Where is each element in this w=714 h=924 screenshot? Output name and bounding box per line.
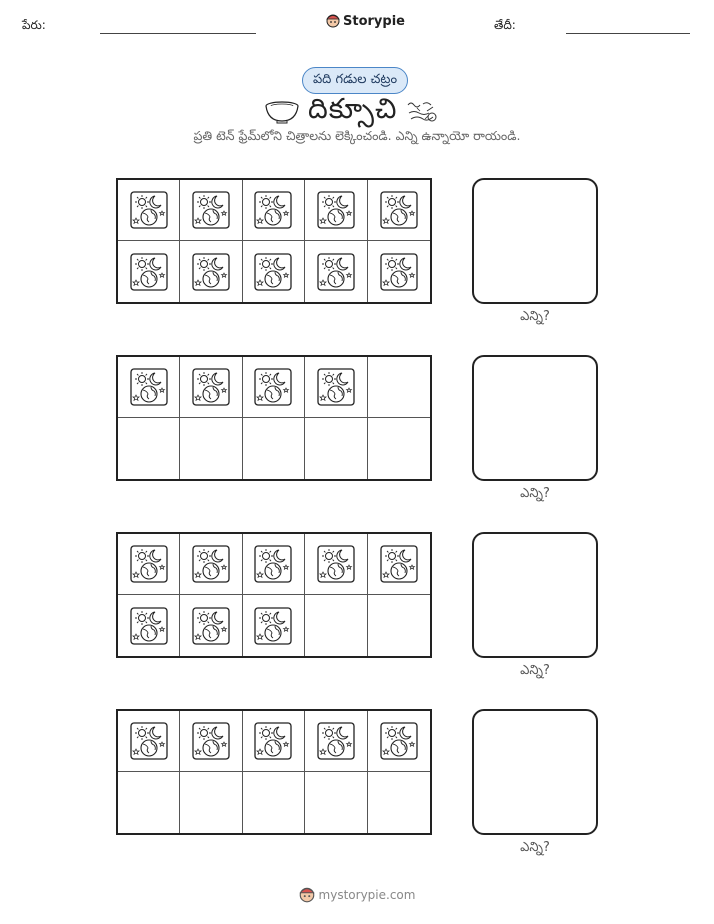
answer-box-4[interactable] (472, 709, 598, 835)
storypie-mascot-icon (299, 886, 315, 904)
ten-frame-cell (305, 418, 367, 479)
date-line[interactable] (566, 33, 690, 34)
sun-moon-earth-icon (130, 253, 168, 291)
title-row (264, 93, 454, 131)
how-many-label: ఎన్ని? (520, 486, 550, 501)
ten-frame-cell (118, 595, 180, 656)
ten-frame-cell (368, 357, 430, 418)
ten-frame-cell (118, 180, 180, 241)
ten-frame-cell (243, 534, 305, 595)
ten-frame-4 (116, 709, 432, 835)
bowl-icon (264, 99, 300, 125)
answer-box-2[interactable] (472, 355, 598, 481)
sun-moon-earth-icon (254, 722, 292, 760)
sun-moon-earth-icon (317, 253, 355, 291)
name-line[interactable] (100, 33, 256, 34)
ten-frame-cell (118, 772, 180, 833)
name-label: పేరు: (22, 18, 46, 32)
sun-moon-earth-icon (380, 722, 418, 760)
ten-frame-cell (368, 418, 430, 479)
sun-moon-earth-icon (192, 545, 230, 583)
sun-moon-earth-icon (192, 722, 230, 760)
sun-moon-earth-icon (317, 722, 355, 760)
sun-moon-earth-icon (192, 253, 230, 291)
sun-moon-earth-icon (192, 368, 230, 406)
sun-moon-earth-icon (317, 191, 355, 229)
ten-frame-cell (368, 772, 430, 833)
ten-frame-cell (305, 534, 367, 595)
ten-frame-cell (118, 241, 180, 302)
answer-box-3[interactable] (472, 532, 598, 658)
sun-moon-earth-icon (317, 545, 355, 583)
sun-moon-earth-icon (254, 545, 292, 583)
sun-moon-earth-icon (254, 191, 292, 229)
ten-frame-cell (368, 180, 430, 241)
ten-frame-cell (180, 418, 242, 479)
sun-moon-earth-icon (130, 722, 168, 760)
compass-doodle-icon (405, 99, 439, 125)
answer-box-1[interactable] (472, 178, 598, 304)
brand-name: Storypie (343, 13, 405, 29)
ten-frame-cell (243, 595, 305, 656)
worksheet-title: దిక్సూచి (308, 92, 398, 125)
storypie-mascot-icon (326, 13, 340, 29)
ten-frame-cell (118, 534, 180, 595)
ten-frame-1 (116, 178, 432, 304)
instructions: ప్రతి టెన్ ఫ్రేమ్‌లోని చిత్రాలను లెక్కించండి. ఎన్ని ఉన్నాయో రాయండి. (193, 128, 521, 143)
ten-frame-cell (180, 534, 242, 595)
ten-frame-cell (180, 711, 242, 772)
sun-moon-earth-icon (130, 607, 168, 645)
ten-frame-cell (243, 711, 305, 772)
ten-frame-cell (180, 357, 242, 418)
sun-moon-earth-icon (130, 191, 168, 229)
ten-frame-cell (305, 180, 367, 241)
sun-moon-earth-icon (254, 253, 292, 291)
ten-frame-cell (305, 357, 367, 418)
how-many-label: ఎన్ని? (520, 663, 550, 678)
ten-frame-cell (243, 180, 305, 241)
ten-frame-cell (180, 241, 242, 302)
sun-moon-earth-icon (130, 545, 168, 583)
ten-frame-3 (116, 532, 432, 658)
sun-moon-earth-icon (380, 253, 418, 291)
ten-frame-cell (368, 241, 430, 302)
ten-frame-cell (368, 595, 430, 656)
ten-frame-cell (305, 711, 367, 772)
sun-moon-earth-icon (317, 368, 355, 406)
ten-frame-cell (118, 418, 180, 479)
sun-moon-earth-icon (192, 607, 230, 645)
ten-frame-cell (180, 595, 242, 656)
sun-moon-earth-icon (380, 191, 418, 229)
ten-frame-cell (243, 357, 305, 418)
ten-frame-cell (305, 595, 367, 656)
sun-moon-earth-icon (130, 368, 168, 406)
ten-frame-cell (180, 772, 242, 833)
sun-moon-earth-icon (192, 191, 230, 229)
date-label: తేదీ: (494, 18, 516, 32)
ten-frame-cell (305, 241, 367, 302)
ten-frame-cell (243, 418, 305, 479)
sun-moon-earth-icon (254, 607, 292, 645)
how-many-label: ఎన్ని? (520, 309, 550, 324)
ten-frame-cell (243, 241, 305, 302)
ten-frame-cell (243, 772, 305, 833)
ten-frame-cell (368, 711, 430, 772)
footer-url[interactable]: mystorypie.com (318, 888, 416, 902)
ten-frame-cell (305, 772, 367, 833)
footer (0, 886, 714, 904)
ten-frame-2 (116, 355, 432, 481)
worksheet-badge: పది గడుల చట్రం (302, 67, 408, 94)
ten-frame-cell (118, 357, 180, 418)
ten-frame-cell (180, 180, 242, 241)
ten-frame-cell (368, 534, 430, 595)
sun-moon-earth-icon (380, 545, 418, 583)
ten-frame-cell (118, 711, 180, 772)
sun-moon-earth-icon (254, 368, 292, 406)
brand-logo (326, 13, 405, 29)
how-many-label: ఎన్ని? (520, 840, 550, 855)
